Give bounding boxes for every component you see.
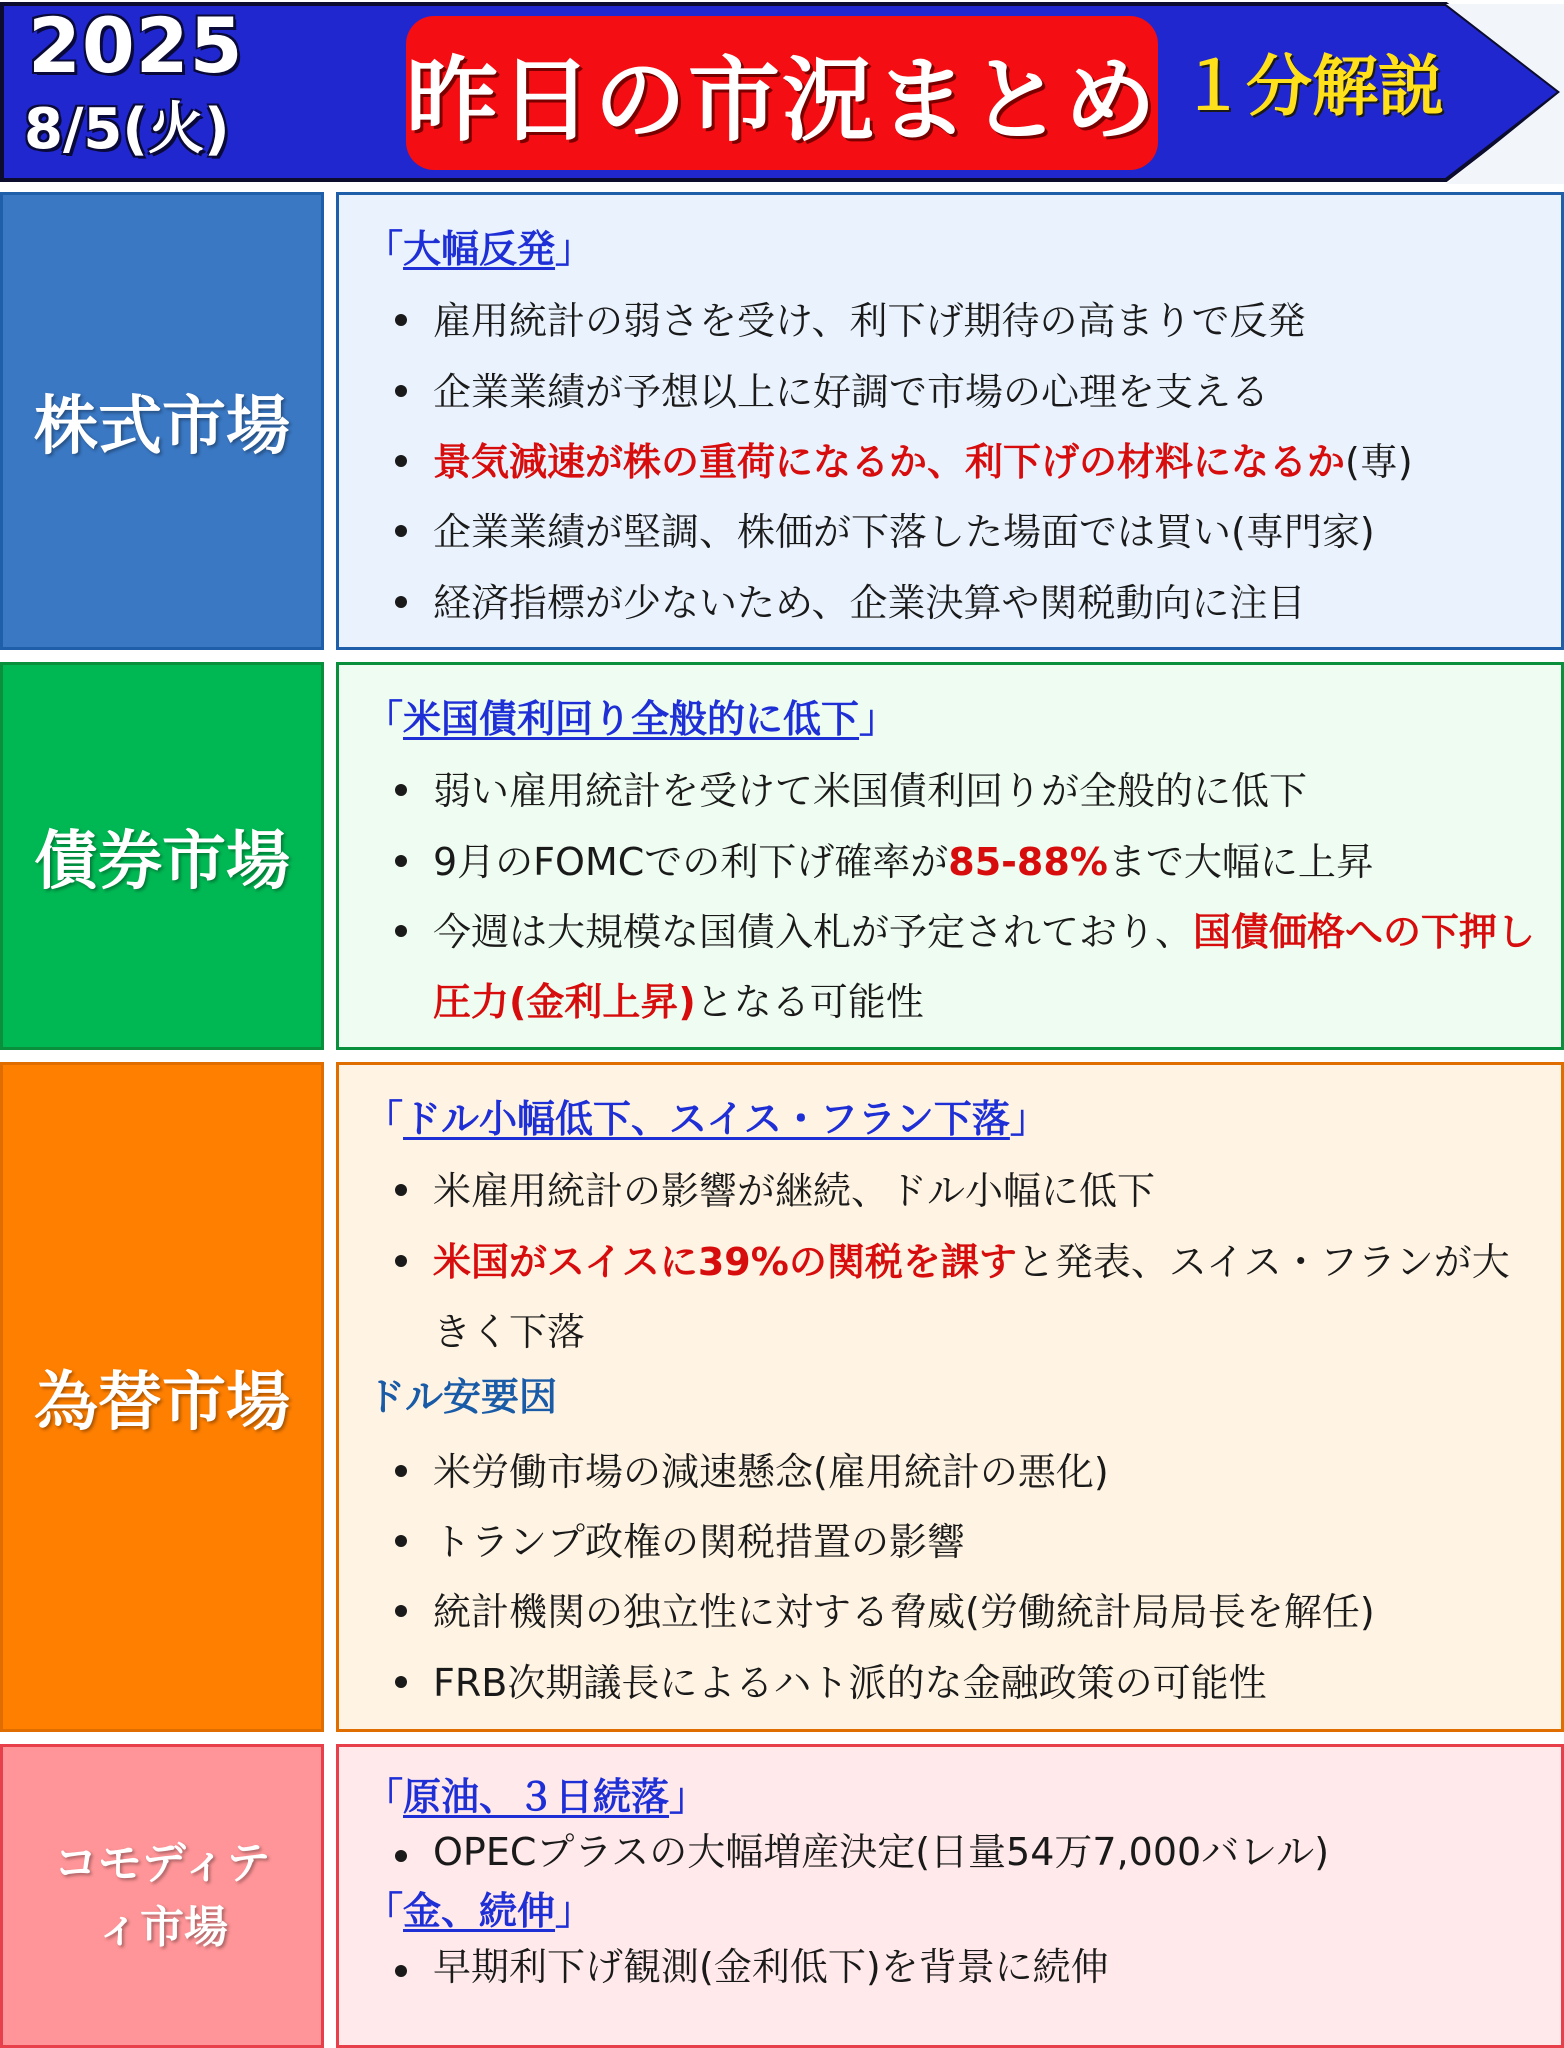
fx-factor-list [377,1437,1561,1718]
commodity-label-line1: コモディテ [53,1838,271,1890]
title-box [406,16,1158,170]
commodity-content [336,1744,1564,2048]
list-item: 9月のFOMCでの利下げ確率が85-88%まで大幅に上昇 [377,827,1561,897]
stock-heading: 「大幅反発」 [365,227,594,271]
highlight-text: 景気減速が株の重荷になるか、利下げの材料になるか [433,439,1346,484]
bond-list [377,756,1561,1037]
list-item: 米雇用統計の影響が継続、ドル小幅に低下 [377,1156,1561,1226]
list-item: 米労働市場の減速懸念(雇用統計の悪化) [377,1437,1561,1507]
commodity-label [0,1744,324,2048]
bond-content [336,662,1564,1050]
stock-label [0,192,324,650]
list-item: OPECプラスの大幅増産決定(日量54万7,000バレル) [377,1822,1561,1883]
commodity-oil-list [377,1822,1561,1883]
commodity-heading-oil: 「原油、３日続落」 [365,1775,708,1819]
highlight-text: 85-88% [948,839,1108,884]
bond-heading: 「米国債利回り全般的に低下」 [365,697,898,741]
list-item: 雇用統計の弱さを受け、利下げ期待の高まりで反発 [377,286,1561,356]
list-item: 経済指標が少ないため、企業決算や関税動向に注目 [377,568,1561,638]
header-year: 2025 [28,1,244,90]
list-item: 今週は大規模な国債入札が予定されており、国債価格への下押し圧力(金利上昇)となる可能性 [377,897,1561,1038]
list-item: 早期利下げ観測(金利低下)を背景に続伸 [377,1937,1561,1998]
header-subtitle: １分解説 [1180,48,1444,125]
commodity-label-line2: ィ市場 [96,1902,228,1953]
page-title: 昨日の市況まとめ [406,47,1159,154]
stock-content [336,192,1564,650]
list-item: 景気減速が株の重荷になるか、利下げの材料になるか(専) [377,427,1561,497]
bond-label-text: 債券市場 [34,825,290,899]
commodity-heading-gold: 「金、続伸」 [365,1889,594,1934]
list-item: トランプ政権の関税措置の影響 [377,1507,1561,1577]
fx-content [336,1062,1564,1732]
header-date: 8/5(火) [24,97,230,162]
list-item: 企業業績が予想以上に好調で市場の心理を支える [377,357,1561,427]
commodity-gold-list [377,1937,1561,1998]
stock-list [377,286,1561,637]
fx-subheading: ドル安要因 [367,1375,558,1420]
header-banner [0,0,1564,184]
list-item: 弱い雇用統計を受けて米国債利回りが全般的に低下 [377,756,1561,826]
list-item: 米国がスイスに39%の関税を課すと発表、スイス・フランが大きく下落 [377,1227,1561,1368]
highlight-text: 国債価格への下押し圧力(金利上昇) [433,909,1536,1025]
fx-label [0,1062,324,1732]
list-item: FRB次期議長によるハト派的な金融政策の可能性 [377,1648,1561,1718]
list-item: 企業業績が堅調、株価が下落した場面では買い(専門家) [377,497,1561,567]
fx-list [377,1156,1561,1367]
list-item: 統計機関の独立性に対する脅威(労働統計局局長を解任) [377,1577,1561,1647]
fx-label-text: 為替市場 [34,1366,290,1440]
bond-label [0,662,324,1050]
stock-label-text: 株式市場 [34,390,290,464]
fx-heading: 「ドル小幅低下、スイス・フラン下落」 [365,1097,1048,1141]
highlight-text: 米国がスイスに39%の関税を課す [433,1239,1017,1284]
